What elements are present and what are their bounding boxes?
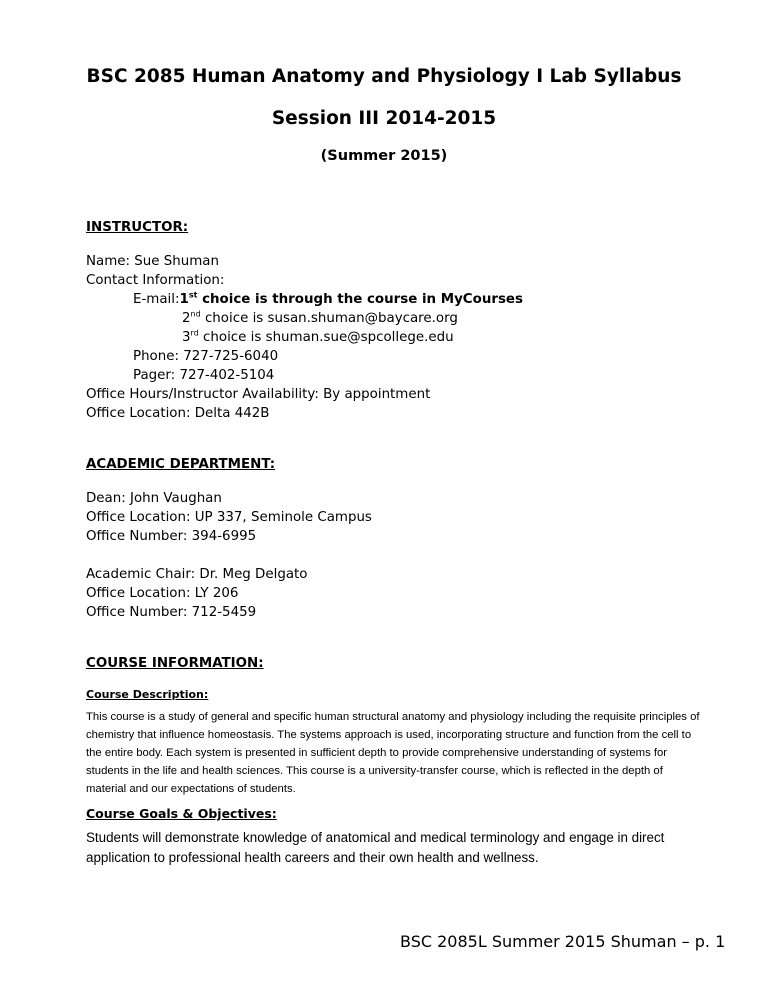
term-subtitle: (Summer 2015)	[320, 148, 448, 164]
dean-office-location: Office Location: UP 337, Seminole Campus	[86, 510, 372, 525]
pager: Pager: 727-402-5104	[133, 368, 275, 383]
instructor-heading: INSTRUCTOR:	[86, 220, 189, 235]
contact-information-label: Contact Information:	[86, 273, 225, 288]
course-description-heading: Course Description:	[86, 688, 209, 701]
email1-sup: st	[188, 290, 198, 300]
email-label: E-mail:	[133, 292, 180, 307]
page-footer: BSC 2085L Summer 2015 Shuman – p. 1	[400, 932, 726, 951]
email-line-1	[133, 291, 523, 308]
course-goals-heading: Course Goals & Objectives:	[86, 806, 277, 821]
email3-text: choice is shuman.sue@spcollege.edu	[198, 330, 454, 345]
course-description-text: This course is a study of general and specific human structural anatomy and physiology including the requisite principles of chemistry that influence homeostasis. The systems approach is used, incorporating structure and function from the cell to the entire body. Each system is presented in sufficient depth to provide comprehensive understanding of systems for students in the life and health sciences. This course is a university-transfer course, which is reflected in the depth of material and our expectations of students.	[86, 711, 700, 795]
chair-office-number: Office Number: 712-5459	[86, 605, 257, 620]
email1-text: choice is through the course in MyCourses	[197, 292, 523, 307]
office-hours: Office Hours/Instructor Availability: By appointment	[86, 387, 431, 402]
office-location: Office Location: Delta 442B	[86, 406, 270, 421]
instructor-name: Name: Sue Shuman	[86, 254, 219, 269]
chair-name: Academic Chair: Dr. Meg Delgato	[86, 567, 308, 582]
phone: Phone: 727-725-6040	[133, 349, 279, 364]
email1-number: 1	[179, 292, 189, 307]
course-heading: COURSE INFORMATION:	[86, 656, 264, 671]
course-goals-text: Students will demonstrate knowledge of anatomical and medical terminology and engage in direct application to professional health careers and their own health and wellness.	[86, 830, 665, 865]
email3-number: 3	[182, 330, 191, 345]
email2-sup: nd	[190, 309, 201, 319]
email-line-3	[182, 329, 454, 346]
dean-office-number: Office Number: 394-6995	[86, 529, 257, 544]
session-title: Session III 2014-2015	[271, 108, 497, 129]
email-line-2	[182, 310, 458, 327]
chair-office-location: Office Location: LY 206	[86, 586, 239, 601]
email2-text: choice is susan.shuman@baycare.org	[200, 311, 458, 326]
dean-name: Dean: John Vaughan	[86, 491, 222, 506]
document-title: BSC 2085 Human Anatomy and Physiology I Lab Syllabus	[86, 66, 682, 87]
email2-number: 2	[182, 311, 191, 326]
department-heading: ACADEMIC DEPARTMENT:	[86, 457, 276, 472]
email3-sup: rd	[190, 328, 199, 338]
